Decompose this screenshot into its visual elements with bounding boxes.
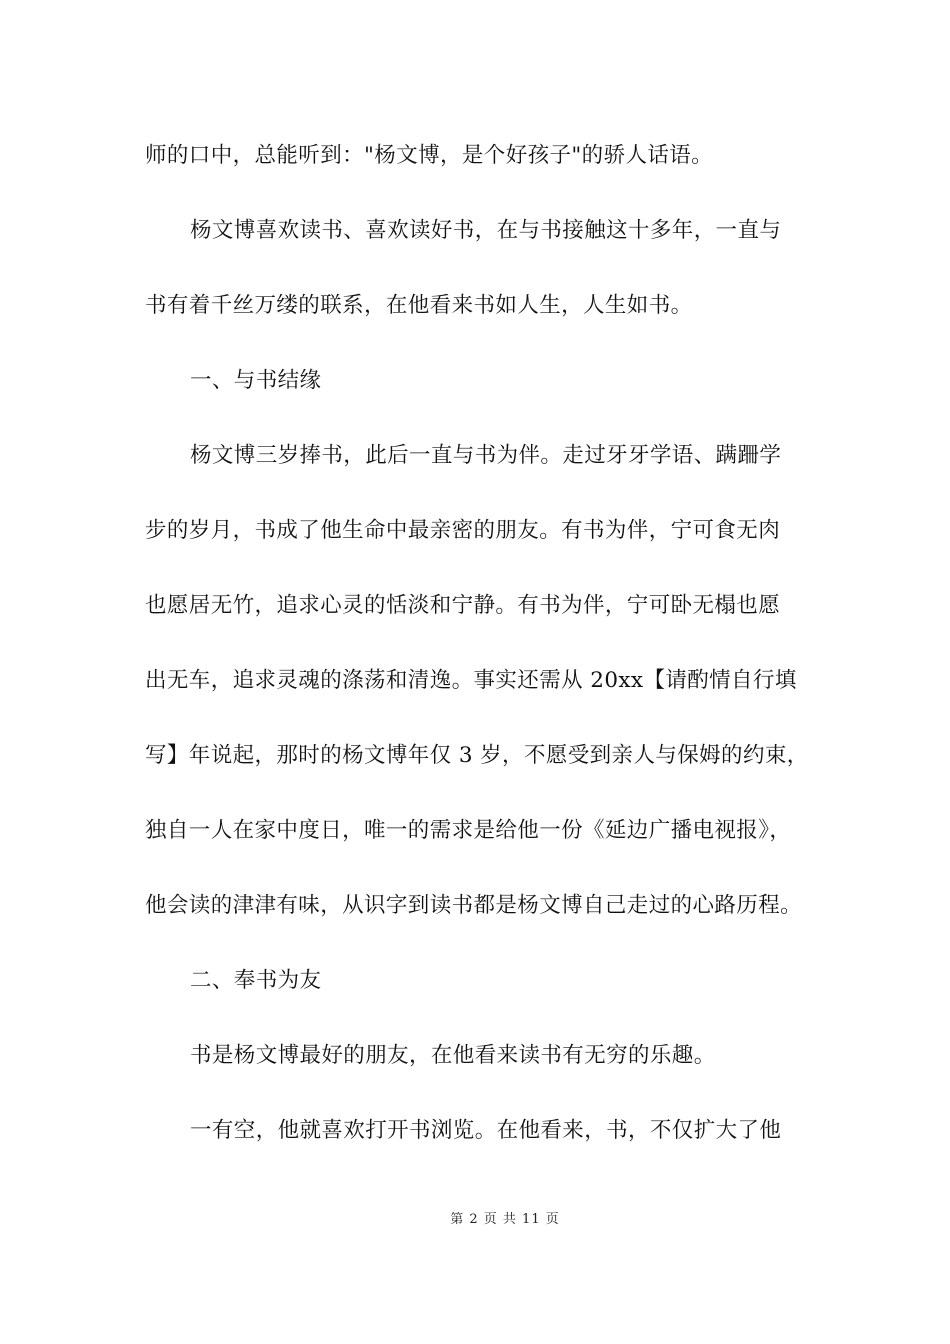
section-heading-1: 一、与书结缘 — [190, 368, 322, 393]
text-line-10: 独自一人在家中度日，唯一的需求是给他一份《延边广播电视报》， — [145, 818, 792, 843]
text-line-11: 他会读的津津有味，从识字到读书都是杨文博自己走过的心路历程。 — [145, 893, 803, 918]
text-line-3: 书有着千丝万缕的联系，在他看来书如人生，人生如书。 — [145, 293, 693, 318]
text-line-2: 杨文博喜欢读书、喜欢读好书，在与书接触这十多年，一直与 — [190, 218, 782, 243]
text-line-5: 杨文博三岁捧书，此后一直与书为伴。走过牙牙学语、蹒跚学 — [190, 443, 782, 468]
text-line-9: 写】年说起，那时的杨文博年仅 3 岁，不愿受到亲人与保姆的约束， — [145, 743, 809, 768]
section-heading-2: 二、奉书为友 — [190, 968, 322, 993]
text-line-7: 也愿居无竹，追求心灵的恬淡和宁静。有书为伴，宁可卧无榻也愿 — [145, 593, 781, 618]
text-line-13: 书是杨文博最好的朋友，在他看来读书有无穷的乐趣。 — [190, 1043, 716, 1068]
text-line-1: 师的口中，总能听到："杨文博，是个好孩子"的骄人话语。 — [145, 143, 714, 168]
text-line-14: 一有空，他就喜欢打开书浏览。在他看来，书，不仅扩大了他 — [190, 1118, 782, 1143]
text-line-6: 步的岁月，书成了他生命中最亲密的朋友。有书为伴，宁可食无肉 — [145, 518, 781, 543]
page-number-footer: 第 2 页 共 11 页 — [450, 1212, 560, 1227]
text-line-8: 出无车，追求灵魂的涤荡和清逸。事实还需从 20xx【请酌情自行填 — [145, 668, 797, 693]
